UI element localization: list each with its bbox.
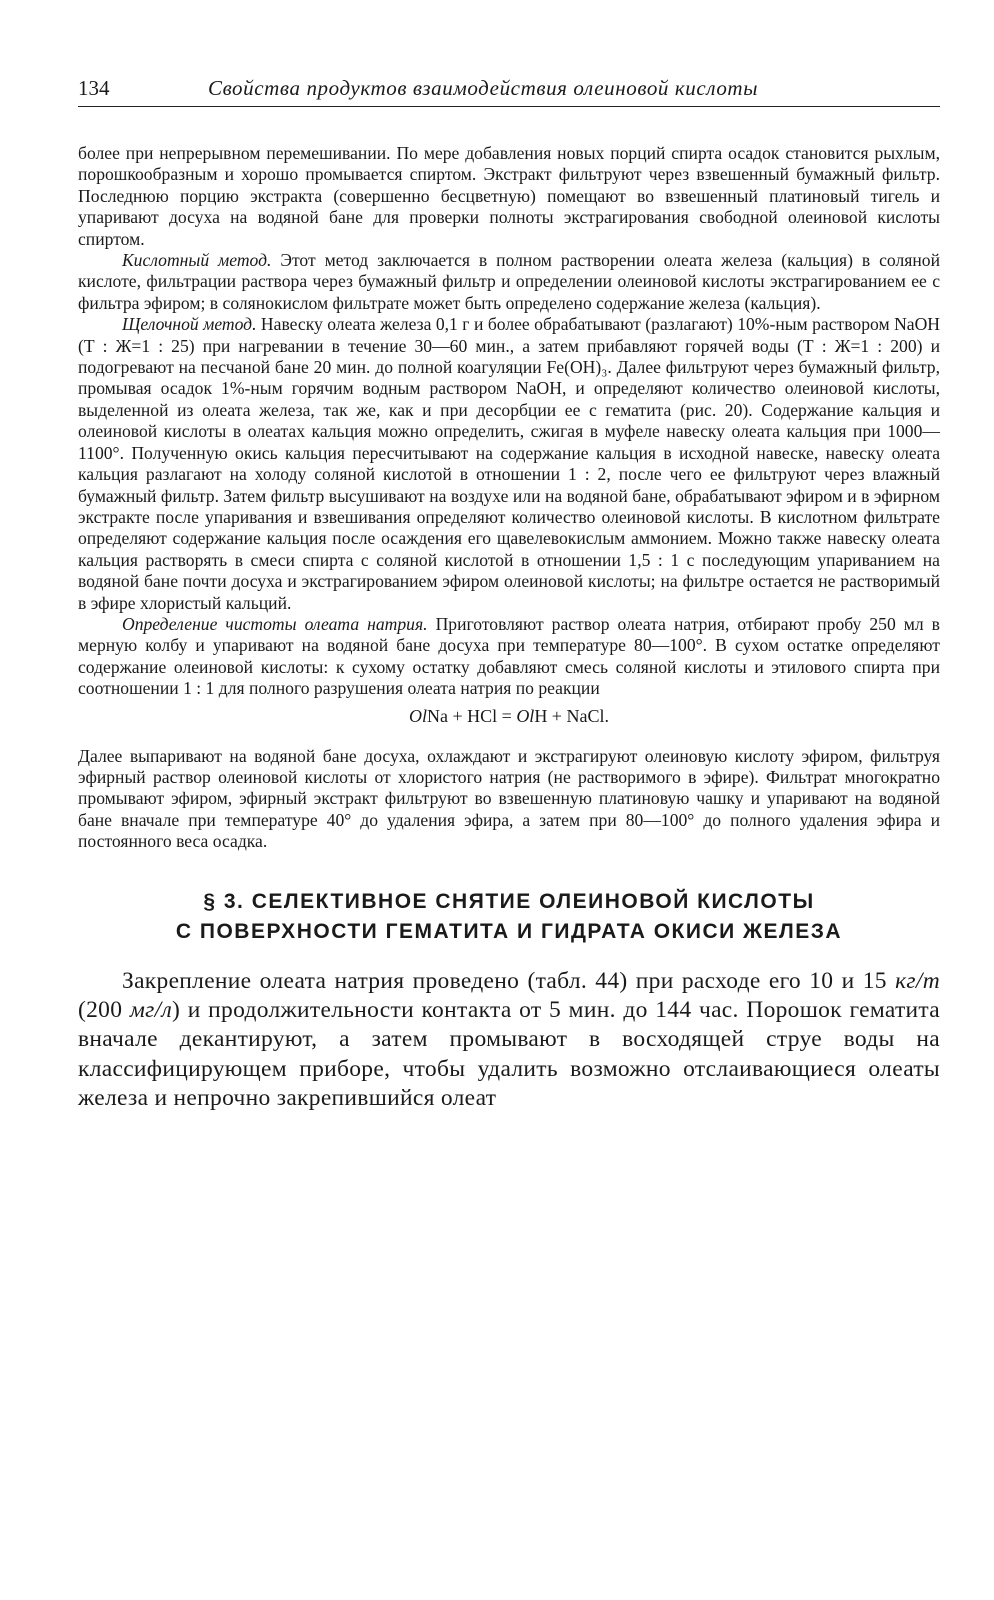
runin-heading: Определение чистоты олеата натрия. [122, 613, 428, 634]
section-lead-text [78, 967, 940, 1114]
runin-heading: Щелочной метод. [122, 314, 257, 335]
lead-paragraph [78, 967, 940, 1114]
section-heading-line: С ПОВЕРХНОСТИ ГЕМАТИТА И ГИДРАТА ОКИСИ ЖЕЛЕЗА [175, 919, 843, 943]
paragraph-text: более при непрерывном перемешивании. По мере добавления новых порций спирта осадок становится рыхлым, порошкообразным и хорошо промывается спиртом. Экстракт фильтруют через взвешенный бумажный фильтр. Последнюю порцию экстракта (совершенно бесцветную) помещают во взвешенный платиновый тигель и упаривают досуха на водяной бане для проверки полноты экстрагирования свободной олеиновой кислоты спиртом. [78, 143, 940, 249]
section-heading-line: § 3. СЕЛЕКТИВНОЕ СНЯТИЕ ОЛЕИНОВОЙ КИСЛОТЫ [203, 889, 815, 913]
paragraph-alkaline-method [78, 314, 940, 614]
unit-kg-per-t: кг/т [895, 967, 940, 994]
book-page [78, 70, 940, 1114]
paragraph-text: Этот метод заключается в полном растворении олеата железа (кальция) в соляной кислоте, фильтрации раствора через бумажный фильтр и определении олеиновой кислоты экстрагированием ее с фильтра эфиром; в солянокислом фильтрате может быть определено содержание железа (кальция). [78, 250, 940, 313]
equation-right-rest: H + NaCl. [534, 705, 609, 726]
lead-text-part: Закрепление олеата натрия проведено (табл. 44) при расходе его 10 и 15 [122, 967, 896, 994]
paragraph-after-equation [78, 746, 940, 853]
running-title: Свойства продуктов взаимодействия олеиновой кислоты [208, 76, 759, 100]
paragraph-acid-method [78, 250, 940, 314]
lead-text-part: (200 [78, 997, 130, 1023]
paragraph-text: Приготовляют раствор олеата натрия, отбирают пробу 250 мл в мерную колбу и упаривают на водяной бане досуха при температуре 80—100°. В сухом остатке определяют содержание олеиновой кислоты: к сухому остатку добавляют смесь соляной кислоты и этилового спирта при соотношении 1 : 1 для полного разрушения олеата натрия по реакции [78, 613, 940, 699]
paragraph-continuation [78, 143, 940, 250]
reaction-equation [78, 704, 940, 728]
running-head [78, 70, 940, 107]
paragraph-text: Далее выпаривают на водяной бане досуха, охлаждают и экстрагируют олеиновую кислоту эфиром, фильтруя эфирный раствор олеиновой кислоты от хлористого натрия (не растворимого в эфире). Фильтрат многократно промывают эфиром, эфирный экстракт фильтруют во взвешенную платиновую чашку и упаривают на водяной бане вначале при температуре 40° до удаления эфира, а затем при 80—100° до полного удаления эфира и постоянного веса осадка. [78, 745, 940, 852]
lead-text-part: ) и продолжительности контакта от 5 мин. до 144 час. Порошок гематита вначале декантируют, а затем промывают в восходящей струе воды на классифицирующем приборе, чтобы удалить возможно отслаивающиеся олеаты железа и непрочно закрепившийся олеат [78, 997, 940, 1112]
section-heading [78, 887, 940, 947]
unit-mg-per-l: мг/л [129, 997, 173, 1023]
body-text [78, 143, 940, 853]
page-number: 134 [78, 76, 110, 100]
equation-oleyl-right: Ol [516, 705, 535, 726]
paragraph-text: Навеску олеата железа 0,1 г и более обрабатывают (разлагают) 10%-ным раствором NaOH (Т : Ж=1 : 25) при нагревании в течение 30—60 мин., а затем прибавляют горячей воды (Т : Ж=1 : 200) и подогревают на песчаной бане 20 мин. до полной коагуляции Fe(OH)₃. Далее фильтруют через бумажный фильтр, промывая осадок 1%-ным горячим водным раствором NaOH, и определяют количество олеиновой кислоты, выделенной из олеата железа, так же, как и при десорбции ее с гематита (рис. 20). Содержание кальция и олеиновой кислоты в олеатах кальция можно определить, сжигая в муфеле навеску олеата кальция при 1000—1100°. Полученную окись кальция пересчитывают на содержание кальция в исходной навеске, навеску олеата кальция разлагают на холоду соляной кислотой в отношении 1 : 2, после чего ее фильтруют через влажный бумажный фильтр. Затем фильтр высушивают на воздухе или на водяной бане, обрабатывают эфиром и в эфирном экстракте после упаривания и взвешивания определяют количество олеиновой кислоты. В кислотном фильтрате определяют содержание кальция после осаждения его щавелевокислым аммонием. Можно также навеску олеата кальция растворять в смеси спирта с соляной кислотой в отношении 1,5 : 1 с последующим упариванием на водяной бане почти досуха и экстрагированием эфиром олеиновой кислоты; на фильтре остается не растворимый в эфире хлористый кальций. [78, 314, 940, 613]
equation-oleyl-left: Ol [409, 705, 428, 726]
runin-heading: Кислотный метод. [122, 250, 272, 271]
paragraph-sodium-oleate-purity [78, 614, 940, 700]
equation-left-rest: Na + HCl = [427, 705, 517, 726]
